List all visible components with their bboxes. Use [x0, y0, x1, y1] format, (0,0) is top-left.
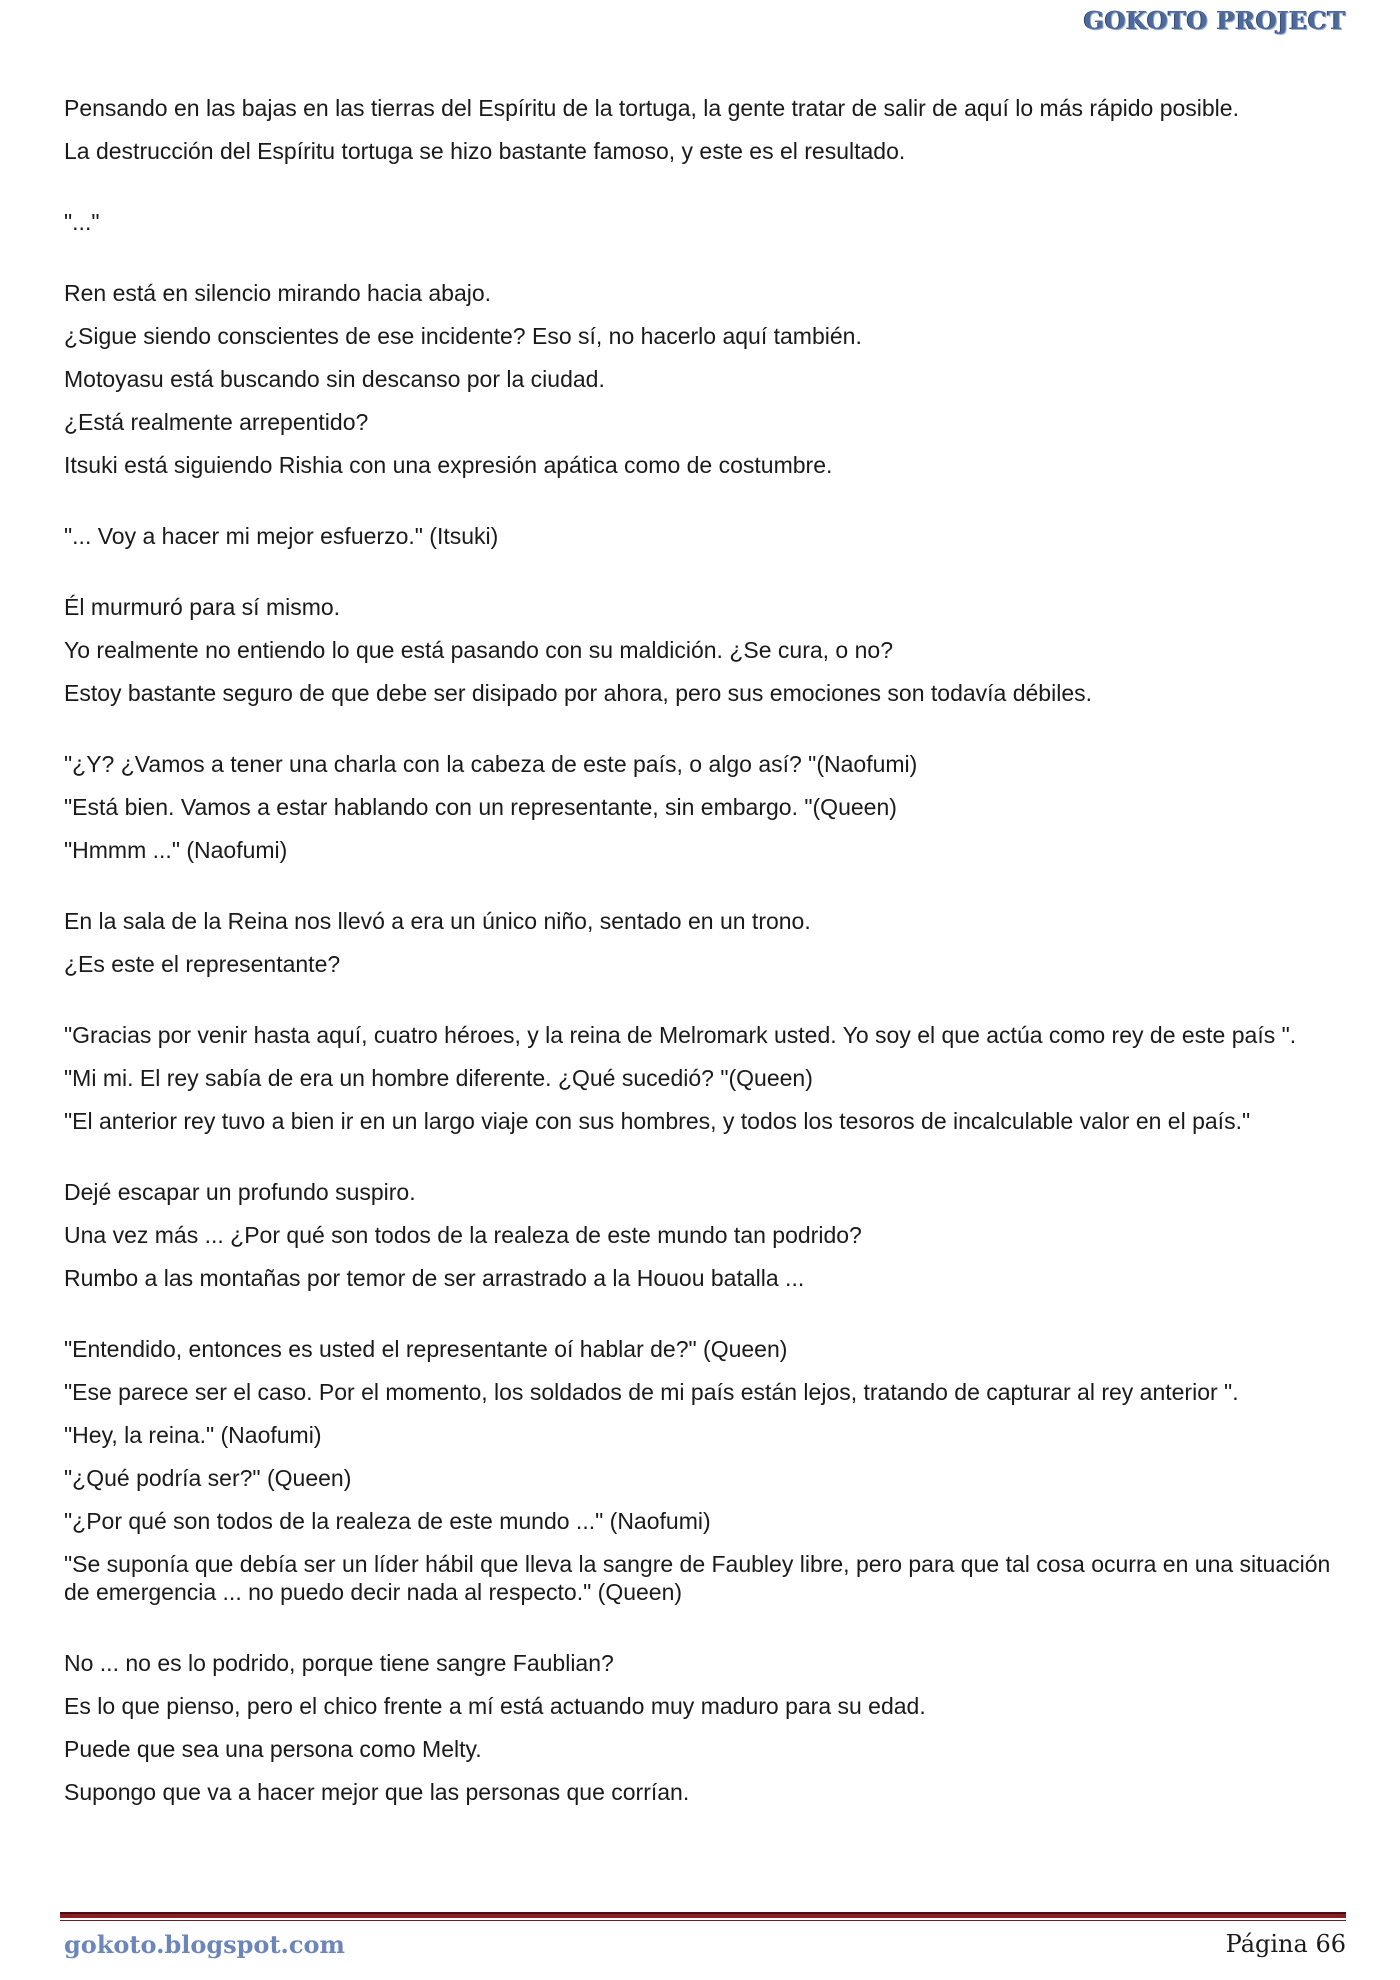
body-paragraph: Motoyasu está buscando sin descanso por la ciudad. — [64, 366, 605, 392]
page-body — [64, 94, 1340, 1821]
body-paragraph: "¿Y? ¿Vamos a tener una charla con la cabeza de este país, o algo así? "(Naofumi) — [64, 751, 918, 777]
body-paragraph: Yo realmente no entiendo lo que está pasando con su maldición. ¿Se cura, o no? — [64, 637, 893, 663]
body-paragraph: "Hey, la reina." (Naofumi) — [64, 1422, 322, 1448]
body-paragraph: "¿Qué podría ser?" (Queen) — [64, 1465, 352, 1491]
body-paragraph: Estoy bastante seguro de que debe ser disipado por ahora, pero sus emociones son todavía débiles. — [64, 680, 1093, 706]
body-paragraph: Supongo que va a hacer mejor que las personas que corrían. — [64, 1779, 690, 1805]
body-paragraph: "Se suponía que debía ser un líder hábil que lleva la sangre de Faubley libre, pero para que tal cosa ocurra en una situación de emergencia ... no puedo decir nada al respecto." (Queen) — [64, 1551, 1331, 1605]
page-number: Página 66 — [1225, 1930, 1346, 1958]
body-paragraph: Es lo que pienso, pero el chico frente a mí está actuando muy maduro para su edad. — [64, 1693, 926, 1719]
body-paragraph: La destrucción del Espíritu tortuga se hizo bastante famoso, y este es el resultado. — [64, 138, 906, 164]
body-paragraph: Pensando en las bajas en las tierras del Espíritu de la tortuga, la gente tratar de salir de aquí lo más rápido posible. — [64, 95, 1239, 121]
body-paragraph: "Hmmm ..." (Naofumi) — [64, 837, 288, 863]
body-paragraph: "Gracias por venir hasta aquí, cuatro héroes, y la reina de Melromark usted. Yo soy el que actúa como rey de este país ". — [64, 1022, 1297, 1048]
body-paragraph: "Ese parece ser el caso. Por el momento, los soldados de mi país están lejos, tratando de capturar al rey anterior ". — [64, 1379, 1239, 1405]
body-paragraph: Puede que sea una persona como Melty. — [64, 1736, 482, 1762]
body-paragraph: ¿Es este el representante? — [64, 951, 341, 977]
body-paragraph: "Está bien. Vamos a estar hablando con un representante, sin embargo. "(Queen) — [64, 794, 897, 820]
body-paragraph: "Entendido, entonces es usted el representante oí hablar de?" (Queen) — [64, 1336, 788, 1362]
body-paragraph: No ... no es lo podrido, porque tiene sangre Faublian? — [64, 1650, 614, 1676]
body-paragraph: Rumbo a las montañas por temor de ser arrastrado a la Houou batalla ... — [64, 1265, 805, 1291]
body-paragraph: ¿Está realmente arrepentido? — [64, 409, 369, 435]
body-paragraph: Itsuki está siguiendo Rishia con una expresión apática como de costumbre. — [64, 452, 833, 478]
body-paragraph: Una vez más ... ¿Por qué son todos de la realeza de este mundo tan podrido? — [64, 1222, 862, 1248]
body-paragraph: "... Voy a hacer mi mejor esfuerzo." (Itsuki) — [64, 523, 499, 549]
body-paragraph: "¿Por qué son todos de la realeza de este mundo ..." (Naofumi) — [64, 1508, 711, 1534]
footer-divider — [60, 1912, 1346, 1918]
body-paragraph: Dejé escapar un profundo suspiro. — [64, 1179, 416, 1205]
footer-url[interactable]: gokoto.blogspot.com — [64, 1930, 345, 1959]
body-paragraph: En la sala de la Reina nos llevó a era un único niño, sentado en un trono. — [64, 908, 811, 934]
header-brand-logo: GOKOTO PROJECT — [1083, 6, 1346, 35]
body-paragraph: "..." — [64, 209, 100, 235]
body-paragraph: "Mi mi. El rey sabía de era un hombre diferente. ¿Qué sucedió? "(Queen) — [64, 1065, 813, 1091]
body-paragraph: Él murmuró para sí mismo. — [64, 594, 341, 620]
body-paragraph: Ren está en silencio mirando hacia abajo. — [64, 280, 492, 306]
body-paragraph: ¿Sigue siendo conscientes de ese incidente? Eso sí, no hacerlo aquí también. — [64, 323, 862, 349]
body-paragraph: "El anterior rey tuvo a bien ir en un largo viaje con sus hombres, y todos los tesoros de incalculable valor en el país." — [64, 1108, 1251, 1134]
